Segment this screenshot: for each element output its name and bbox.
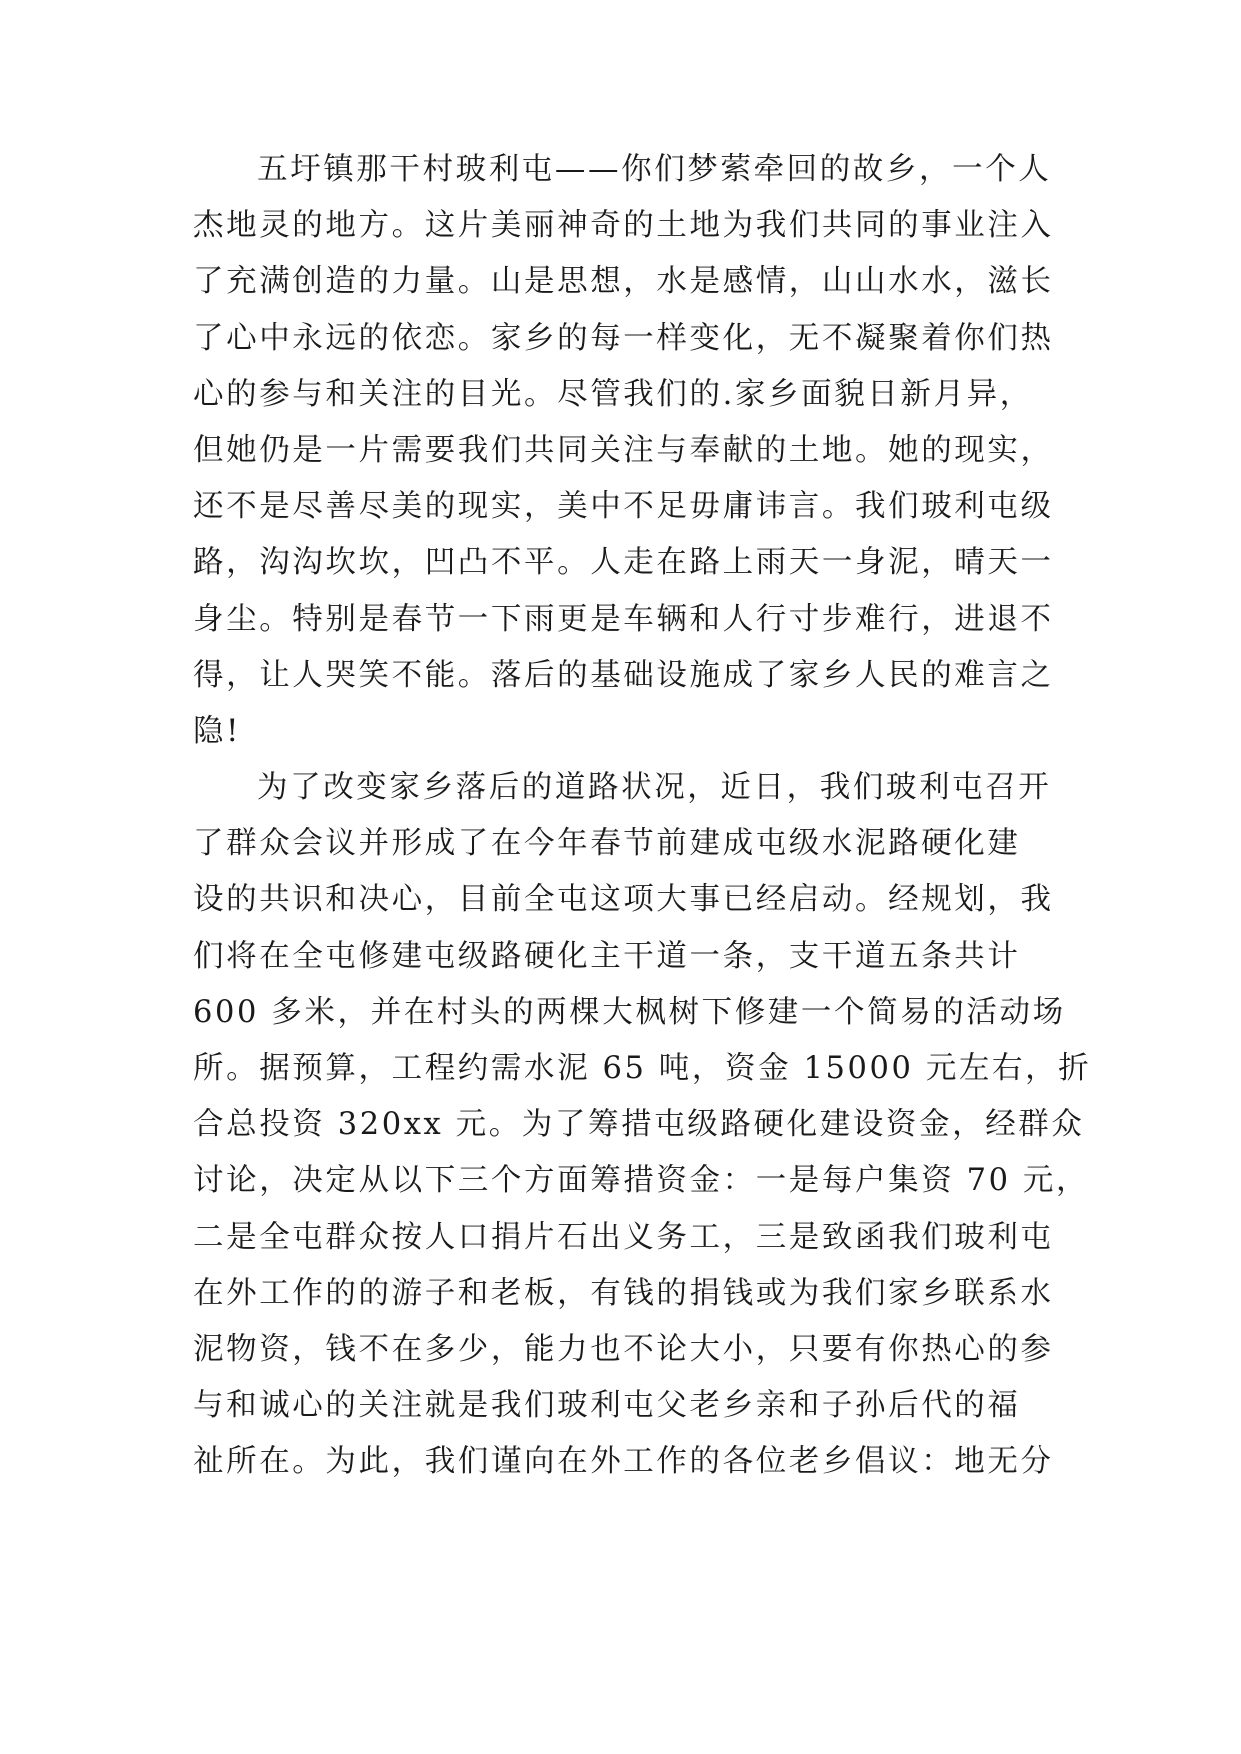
text-line: 五圩镇那干村玻利屯——你们梦萦牵回的故乡，一个人	[257, 152, 1052, 187]
text-line: 所。据预算，工程约需水泥 65 吨，资金 15000 元左右，折	[193, 1051, 1092, 1086]
text-line: 但她仍是一片需要我们共同关注与奉献的土地。她的现实，	[193, 432, 1054, 468]
text-line: 了心中永远的依恋。家乡的每一样变化，无不凝聚着你们热	[193, 320, 1054, 356]
text-line: 们将在全屯修建屯级路硬化主干道一条，支干道五条共计	[193, 938, 1021, 974]
text-line: 为了改变家乡落后的道路状况，近日，我们玻利屯召开	[257, 770, 1052, 806]
text-line: 泥物资，钱不在多少，能力也不论大小，只要有你热心的参	[193, 1331, 1054, 1367]
text-line: 还不是尽善尽美的现实，美中不足毋庸讳言。我们玻利屯级	[193, 489, 1054, 525]
paragraph-2	[193, 770, 1092, 1480]
document-body	[193, 152, 1092, 1504]
text-line: 得，让人哭笑不能。落后的基础设施成了家乡人民的难言之	[193, 657, 1054, 693]
text-line: 了群众会议并形成了在今年春节前建成屯级水泥路硬化建	[193, 826, 1021, 862]
paragraph-1	[193, 152, 1054, 749]
text-line: 与和诚心的关注就是我们玻利屯父老乡亲和子孙后代的福	[193, 1388, 1021, 1424]
text-line: 二是全屯群众按人口捐片石出义务工，三是致函我们玻利屯	[193, 1219, 1054, 1255]
text-line: 在外工作的的游子和老板，有钱的捐钱或为我们家乡联系水	[193, 1275, 1054, 1311]
text-line: 600 多米，并在村头的两棵大枫树下修建一个简易的活动场	[193, 994, 1066, 1030]
text-line: 了充满创造的力量。山是思想，水是感情，山山水水，滋长	[193, 264, 1054, 300]
text-line: 设的共识和决心，目前全屯这项大事已经启动。经规划，我	[193, 882, 1054, 918]
text-line: 心的参与和关注的目光。尽管我们的.家乡面貌日新月异，	[193, 376, 1033, 412]
text-line: 路，沟沟坎坎，凹凸不平。人走在路上雨天一身泥，晴天一	[193, 545, 1054, 581]
text-line: 隐!	[193, 713, 241, 749]
text-line: 杰地灵的地方。这片美丽神奇的土地为我们共同的事业注入	[193, 208, 1054, 244]
text-line: 讨论，决定从以下三个方面筹措资金：一是每户集资 70 元，	[193, 1163, 1090, 1199]
text-line: 祉所在。为此，我们谨向在外工作的各位老乡倡议：地无分	[193, 1444, 1054, 1480]
text-line: 身尘。特别是春节一下雨更是车辆和人行寸步难行，进退不	[193, 601, 1054, 637]
text-line: 合总投资 320xx 元。为了筹措屯级路硬化建设资金，经群众	[193, 1107, 1085, 1143]
